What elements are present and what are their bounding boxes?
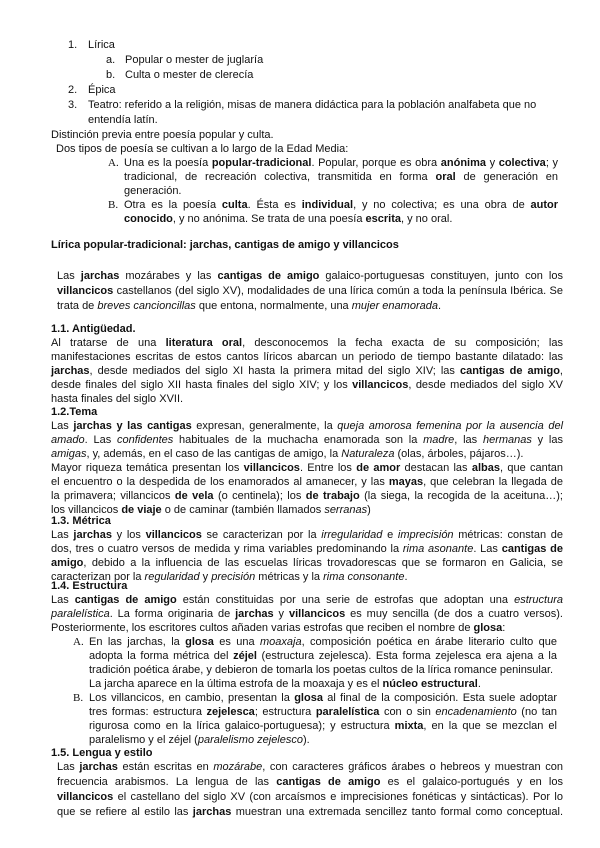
subsection-heading: 1.2.Tema [51,406,98,418]
list-item: Una es la poesía popular-tradicional. Popular, porque es obra anónima y colectiva; y tradicional, de recreación colectiva, transmitida en forma oral de generación en generación. [124,157,558,197]
list-item: Lírica [88,39,115,51]
paragraph: Las jarchas y las cantigas expresan, generalmente, la queja amorosa femenina por la ausencia del amado. Las confidentes habituales de la muchacha enamorada son la madre, las hermanas y las amigas, y, además, en el caso de las cantigas de amigo, la Naturaleza (olas, árboles, pájaros…). Mayor riqueza temática presentan los villancicos. Entre los de amor destacan las albas, que cantan el encuentro o la despedida de los enamorados al amanecer, y las mayas, que celebran la llegada de la primavera; villancicos de vela (o centinela); los de trabajo (la siega, la recogida de la aceituna…); los villancicos de viaje o de caminar (también llamados serranas) [51,420,564,516]
list-marker: A. [73,636,84,648]
list-marker: 3. [68,99,78,111]
subsection-heading: 1.5. Lengua y estilo [51,747,153,759]
intro-paragraph: Las jarchas mozárabes y las cantigas de amigo galaico-portuguesas constituyen, junto con los villancicos castellanos (del siglo XV), modalidades de una lírica común a toda la península Ibérica. Se trata de breves cancioncillas que entona, normalmente, una mujer enamorada. [57,270,563,312]
list-item: Popular o mester de juglaría [125,54,264,66]
section-heading: Lírica popular-tradicional: jarchas, cantigas de amigo y villancicos [51,239,399,251]
paragraph: Las cantigas de amigo están constituidas por una serie de estrofas que adoptan una estructura paralelística. La forma originaria de jarchas y villancicos es muy sencilla (de dos a cuatro versos). Posteriormente, los escritores cultos añaden varias estrofas que reciben el nombre de glosa: [51,594,563,634]
paragraph: Las jarchas y los villancicos se caracterizan por la irregularidad e imprecisión métricas: constan de dos, tres o cuatro versos de medida y rima variables predominando la rima asonante. Las cantigas de amigo, debido a la influencia de las escuelas líricas trovadorescas que se formaron en Galicia, se caracterizan por la regularidad y precisión métricas y la rima consonante. [51,529,563,583]
list-item: entendía latín. [88,114,158,126]
subsection-heading: 1.1. Antigüedad. [51,323,136,335]
list-item: En las jarchas, la glosa es una moaxaja, composición poética en árabe literario culto que adopta la forma métrica del zéjel (estructura zejelesca). Esta forma zejelesca era ajena a la tradición poética árabe, y debieron de tomarla los poetas cultos de la lírica romance peninsular. La jarcha aparece en la última estrofa de la moaxaja y es el núcleo estructural. [89,636,557,690]
list-marker: A. [108,157,119,169]
paragraph: Las jarchas están escritas en mozárabe, con caracteres gráficos árabes o hebreos y muestran con frecuencia arabismos. La lengua de las cantigas de amigo es el galaico-portugués y en los villancicos el castellano del siglo XV (con arcaísmos e imprecisiones fonéticas y sintácticas). Por lo que se refiere al estilo las jarchas muestran una extremada sencillez tanto formal como conceptual. [57,761,563,818]
paragraph-line: Dos tipos de poesía se cultivan a lo largo de la Edad Media: [56,143,349,155]
list-item: Teatro: referido a la religión, misas de manera didáctica para la población analfabeta que no [88,99,537,111]
list-marker: b. [106,69,116,81]
list-marker: 2. [68,84,78,96]
list-marker: a. [106,54,116,66]
paragraph: Al tratarse de una literatura oral, desconocemos la fecha exacta de su composición; las manifestaciones escritas de estos cantos líricos abarcan un periodo de tiempo bastante dilatado: las jarchas, desde mediados del siglo XI hasta la primera mitad del siglo XIV; las cantigas de amigo, desde finales del siglo XII hasta finales del siglo XIV; y los villancicos, desde mediados del siglo XV hasta finales del siglo XVII. [51,337,564,405]
list-item: Épica [88,84,116,96]
subsection-heading: 1.4. Estructura [51,580,128,592]
paragraph-line: Distinción previa entre poesía popular y culta. [51,129,274,141]
list-marker: B. [73,692,84,704]
list-item: Culta o mester de clerecía [125,69,254,81]
list-item: Otra es la poesía culta. Ésta es individual, y no colectiva; es una obra de autor conocido, y no anónima. Se trata de una poesía escrita, y no oral. [124,199,559,225]
list-item: Los villancicos, en cambio, presentan la glosa al final de la composición. Esta suele adoptar tres formas: estructura zejelesca; estructura paralelística con o sin encadenamiento (no tan rigurosa como en la lírica galaico-portuguesa); y estructura mixta, en la que se mezclan el paralelismo y el zéjel (paralelismo zejelesco). [89,692,557,746]
list-marker: 1. [68,39,78,51]
list-marker: B. [108,199,119,211]
subsection-heading: 1.3. Métrica [51,515,111,527]
